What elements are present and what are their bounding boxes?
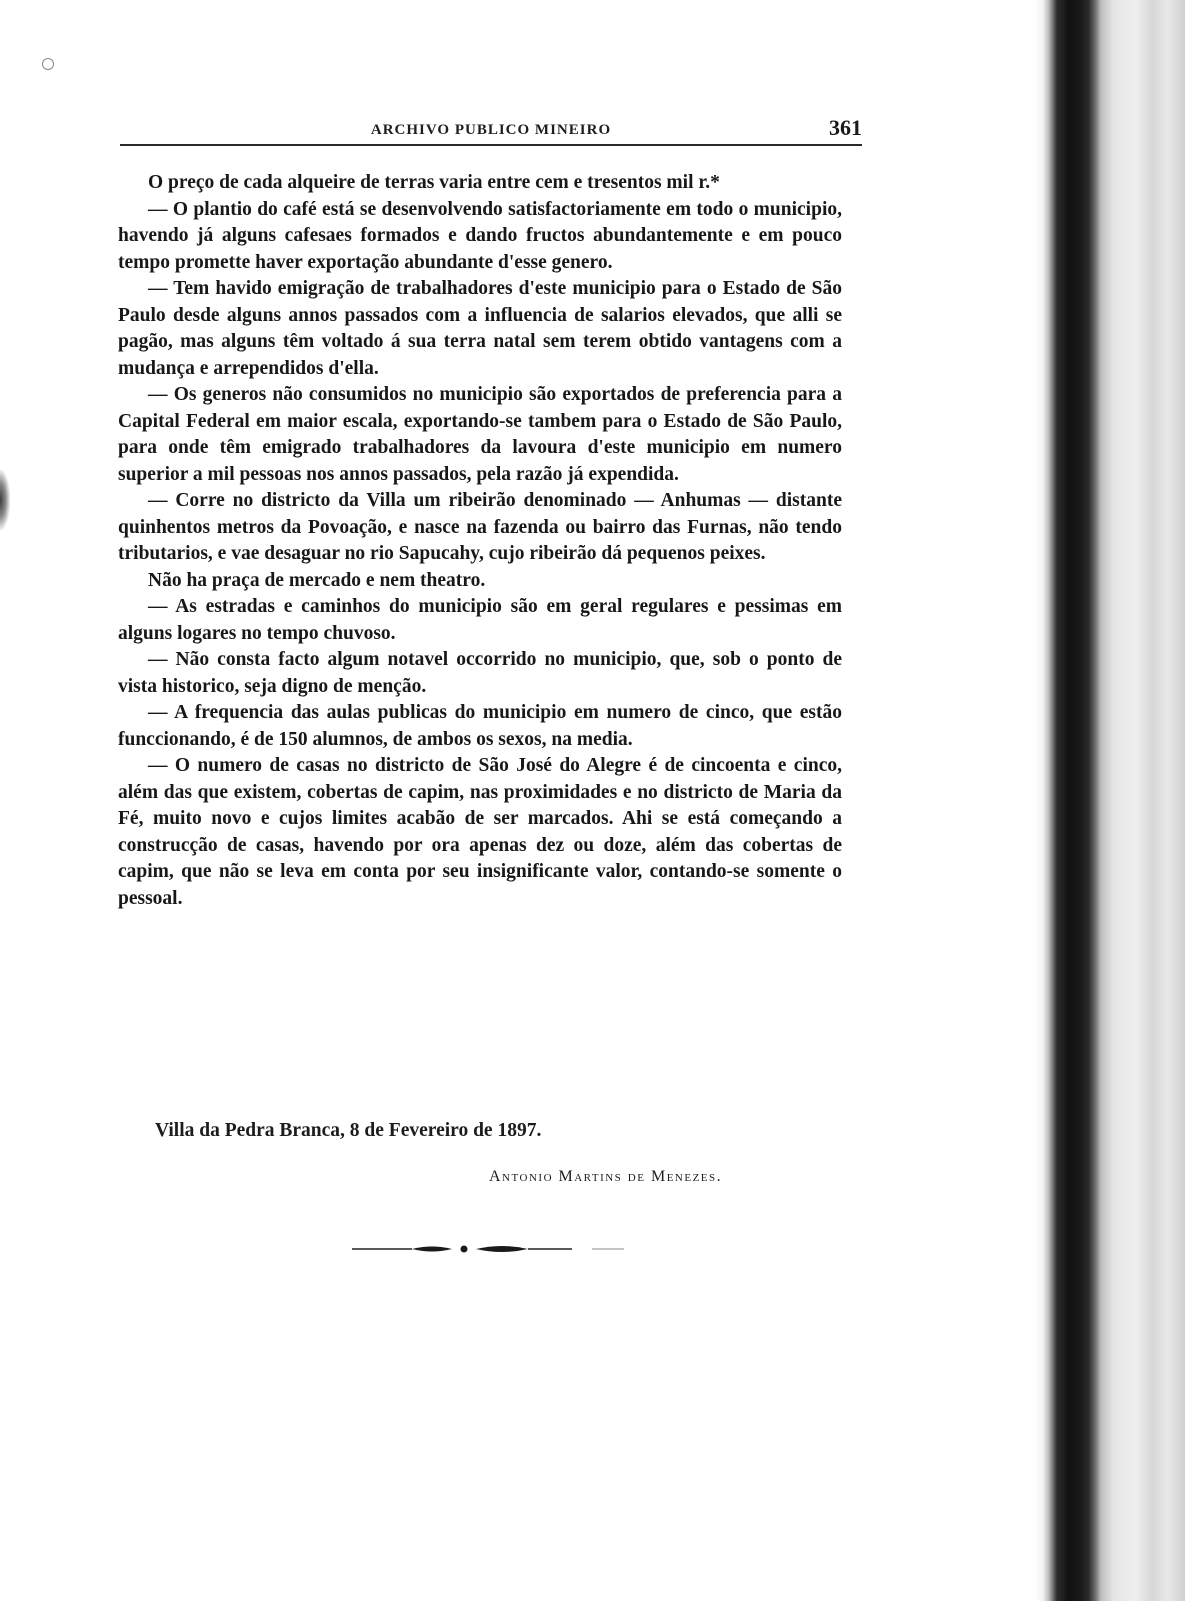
binding-edge <box>1035 0 1185 1601</box>
signature-name: Antonio Martins de Menezes. <box>489 1168 723 1185</box>
scan-edge-mark <box>0 470 10 530</box>
scan-speck <box>42 58 54 70</box>
paragraph: — O numero de casas no districto de São José do Alegre é de cincoenta e cinco, além das que existem, cobertas de capim, nas proximidades e no districto de Maria da Fé, muito novo e cujos limites acabão de ser marcados. Ahi se está começando a construcção de casas, havendo por ora apenas dez ou doze, além das cobertas de capim, que não se leva em conta por seu insignificante valor, contando-se somente o pessoal. <box>118 755 842 909</box>
paragraph: — As estradas e caminhos do municipio são em geral regulares e pessimas em alguns logares no tempo chuvoso. <box>118 596 842 644</box>
body-text <box>118 170 842 912</box>
paragraph: — O plantio do café está se desenvolvendo satisfactoriamente em todo o municipio, havendo já alguns cafesaes formados e dando fructos abundantemente e em pouco tempo promette haver exportação abundante d'esse genero. <box>118 198 842 273</box>
page-header <box>120 114 862 146</box>
running-title: ARCHIVO PUBLICO MINEIRO <box>370 122 612 138</box>
ornament-divider <box>352 1238 632 1260</box>
paragraph: — A frequencia das aulas publicas do municipio em numero de cinco, que estão funccionando, é de 150 alumnos, de ambos os sexos, na media. <box>118 702 842 750</box>
paragraph: — Não consta facto algum notavel occorrido no municipio, que, sob o ponto de vista historico, seja digno de menção. <box>118 649 842 697</box>
paragraph: — Corre no districto da Villa um ribeirão denominado — Anhumas — distante quinhentos metros da Povoação, e nasce na fazenda ou bairro das Furnas, não tendo tributarios, e vae desaguar no rio Sapucahy, cujo ribeirão dá pequenos peixes. <box>118 490 842 564</box>
signature-date: Villa da Pedra Branca, 8 de Fevereiro de 1897. <box>155 1120 542 1141</box>
paragraph: Não ha praça de mercado e nem theatro. <box>148 569 486 591</box>
paragraph: O preço de cada alqueire de terras varia entre cem e tresentos mil r.* <box>148 172 720 193</box>
paragraph: — Tem havido emigração de trabalhadores d'este municipio para o Estado de São Paulo desde alguns annos passados com a influencia de salarios elevados, que alli se pagão, mas alguns têm voltado á sua terra natal sem terem obtido vantagens com a mudança e arrependidos d'ella. <box>118 278 842 379</box>
paragraph: — Os generos não consumidos no municipio são exportados de preferencia para a Capital Federal em maior escala, exportando-se tambem para o Estado de São Paulo, para onde têm emigrado trabalhadores da lavoura d'este municipio em numero superior a mil pessoas nos annos passados, pela razão já expendida. <box>118 384 842 485</box>
page-number: 361 <box>829 115 862 140</box>
